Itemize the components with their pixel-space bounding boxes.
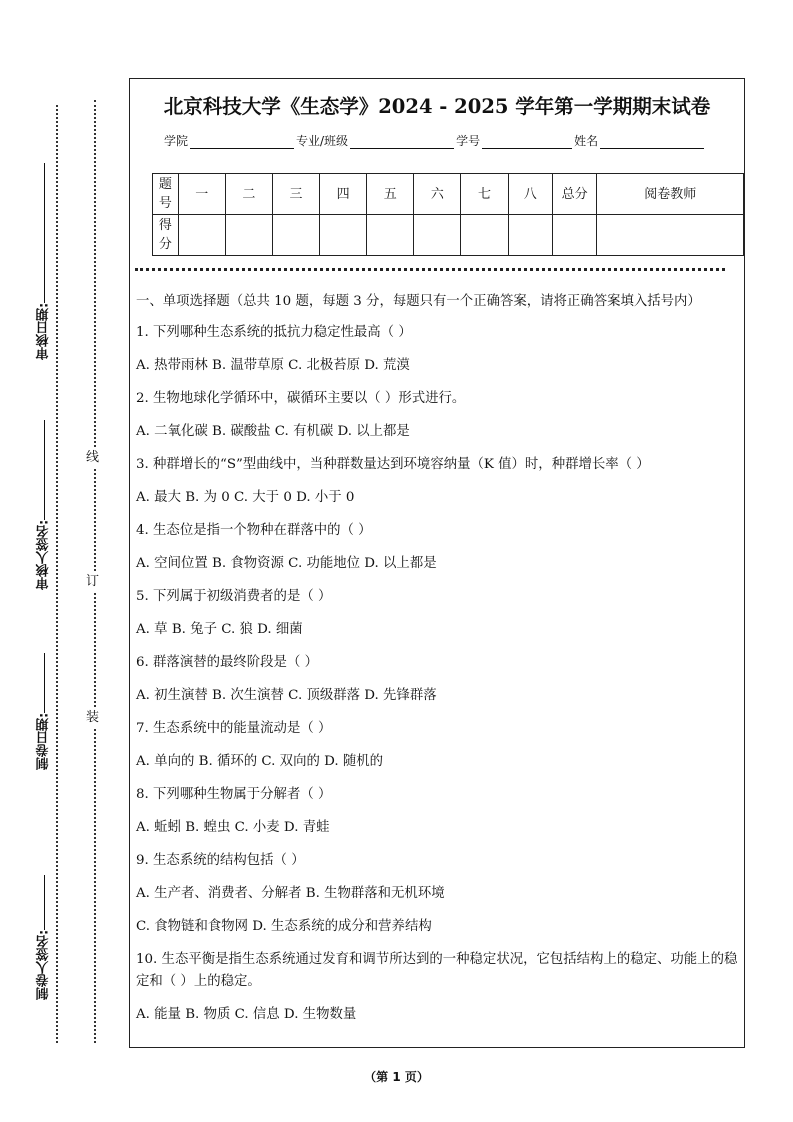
maker-date-label: 制卷日期: bbox=[36, 712, 52, 770]
name-input[interactable] bbox=[600, 135, 704, 149]
college-input[interactable] bbox=[190, 135, 294, 149]
reviewer-date-field[interactable] bbox=[36, 150, 52, 360]
question-9-options-ab: A. 生产者、消费者、分解者 B. 生物群落和无机环境 bbox=[136, 886, 445, 901]
question-6-options: A. 初生演替 B. 次生演替 C. 顶级群落 D. 先锋群落 bbox=[136, 688, 437, 703]
question-7-options: A. 单向的 B. 循环的 C. 双向的 D. 随机的 bbox=[136, 754, 384, 769]
score-cell-2[interactable] bbox=[225, 215, 272, 256]
maker-date-blank[interactable] bbox=[43, 653, 46, 713]
score-table bbox=[152, 173, 744, 256]
question-5-options: A. 草 B. 兔子 C. 狼 D. 细菌 bbox=[136, 622, 303, 637]
score-cell-7[interactable] bbox=[461, 215, 508, 256]
header-separator bbox=[135, 268, 725, 271]
question-6: 6. 群落演替的最终阶段是（ ） bbox=[136, 655, 318, 670]
score-col-3: 三 bbox=[272, 174, 319, 215]
name-label: 姓名 bbox=[574, 134, 599, 148]
college-label: 学院 bbox=[164, 134, 189, 148]
question-1: 1. 下列哪种生态系统的抵抗力稳定性最高（ ） bbox=[136, 325, 412, 340]
question-2: 2. 生物地球化学循环中，碳循环主要以（ ）形式进行。 bbox=[136, 391, 466, 406]
score-table-row2-label: 得分 bbox=[153, 215, 179, 256]
maker-sign-label: 制卷人签名: bbox=[36, 929, 52, 1000]
binding-dotted-line-outer bbox=[56, 105, 58, 1043]
score-col-6: 六 bbox=[414, 174, 461, 215]
question-8: 8. 下列哪种生物属于分解者（ ） bbox=[136, 787, 332, 802]
exam-frame bbox=[129, 78, 745, 1048]
score-col-5: 五 bbox=[367, 174, 414, 215]
maker-sign-blank[interactable] bbox=[43, 875, 46, 930]
question-4: 4. 生态位是指一个物种在群落中的（ ） bbox=[136, 523, 372, 538]
question-8-options: A. 蚯蚓 B. 蝗虫 C. 小麦 D. 青蛙 bbox=[136, 820, 330, 835]
question-3: 3. 种群增长的“S”型曲线中，当种群数量达到环境容纳量（K 值）时，种群增长率（ ） bbox=[136, 457, 650, 472]
question-2-options: A. 二氧化碳 B. 碳酸盐 C. 有机碳 D. 以上都是 bbox=[136, 424, 410, 439]
page-number: （第 1 页） bbox=[364, 1070, 429, 1084]
question-9-options-cd: C. 食物链和食物网 D. 生态系统的成分和营养结构 bbox=[136, 919, 432, 934]
exam-title: 北京科技大学《生态学》2024 - 2025 学年第一学期期末试卷 bbox=[163, 95, 711, 118]
question-10-options: A. 能量 B. 物质 C. 信息 D. 生物数量 bbox=[136, 1007, 357, 1022]
score-table-row-scores bbox=[153, 215, 744, 256]
student-id-label: 学号 bbox=[456, 134, 481, 148]
score-col-8: 八 bbox=[508, 174, 552, 215]
question-10: 10. 生态平衡是指生态系统通过发育和调节所达到的一种稳定状况，它包括结构上的稳定、功能上的稳定和（ ）上的稳定。 bbox=[136, 952, 738, 989]
reviewer-sign-blank[interactable] bbox=[43, 420, 46, 520]
score-col-7: 七 bbox=[461, 174, 508, 215]
score-cell-grader[interactable] bbox=[597, 215, 744, 256]
binding-char-xian: 线 bbox=[86, 448, 99, 468]
score-cell-6[interactable] bbox=[414, 215, 461, 256]
score-col-grader: 阅卷教师 bbox=[597, 174, 744, 215]
major-label: 专业/班级 bbox=[296, 134, 349, 148]
reviewer-sign-field[interactable] bbox=[36, 390, 52, 590]
reviewer-date-blank[interactable] bbox=[43, 163, 46, 303]
score-cell-8[interactable] bbox=[508, 215, 552, 256]
question-4-options: A. 空间位置 B. 食物资源 C. 功能地位 D. 以上都是 bbox=[136, 556, 437, 571]
major-class-input[interactable] bbox=[350, 135, 454, 149]
score-col-2: 二 bbox=[225, 174, 272, 215]
section-single-choice bbox=[136, 291, 742, 1026]
question-7: 7. 生态系统中的能量流动是（ ） bbox=[136, 721, 332, 736]
reviewer-sign-label: 审核人签名: bbox=[36, 519, 52, 590]
score-col-4: 四 bbox=[320, 174, 367, 215]
maker-sign-field[interactable] bbox=[36, 860, 52, 1000]
question-3-options: A. 最大 B. 为 0 C. 大于 0 D. 小于 0 bbox=[136, 490, 355, 505]
score-col-total: 总分 bbox=[552, 174, 596, 215]
section-heading: 一、单项选择题（总共 10 题，每题 3 分，每题只有一个正确答案，请将正确答案填入括号内） bbox=[136, 294, 701, 309]
question-1-options: A. 热带雨林 B. 温带草原 C. 北极苔原 D. 荒漠 bbox=[136, 358, 410, 373]
score-col-1: 一 bbox=[178, 174, 225, 215]
maker-date-field[interactable] bbox=[36, 640, 52, 770]
question-9: 9. 生态系统的结构包括（ ） bbox=[136, 853, 305, 868]
reviewer-date-label: 审核日期: bbox=[36, 302, 52, 360]
score-cell-5[interactable] bbox=[367, 215, 414, 256]
score-cell-3[interactable] bbox=[272, 215, 319, 256]
binding-char-ding: 订 bbox=[86, 572, 99, 592]
score-table-row1-label: 题号 bbox=[153, 174, 179, 215]
binding-char-zhuang: 装 bbox=[86, 708, 99, 728]
score-cell-4[interactable] bbox=[320, 215, 367, 256]
question-5: 5. 下列属于初级消费者的是（ ） bbox=[136, 589, 332, 604]
score-cell-1[interactable] bbox=[178, 215, 225, 256]
score-cell-total[interactable] bbox=[552, 215, 596, 256]
student-id-input[interactable] bbox=[482, 135, 572, 149]
score-table-row-headers bbox=[153, 174, 744, 215]
student-info-row bbox=[164, 132, 706, 149]
